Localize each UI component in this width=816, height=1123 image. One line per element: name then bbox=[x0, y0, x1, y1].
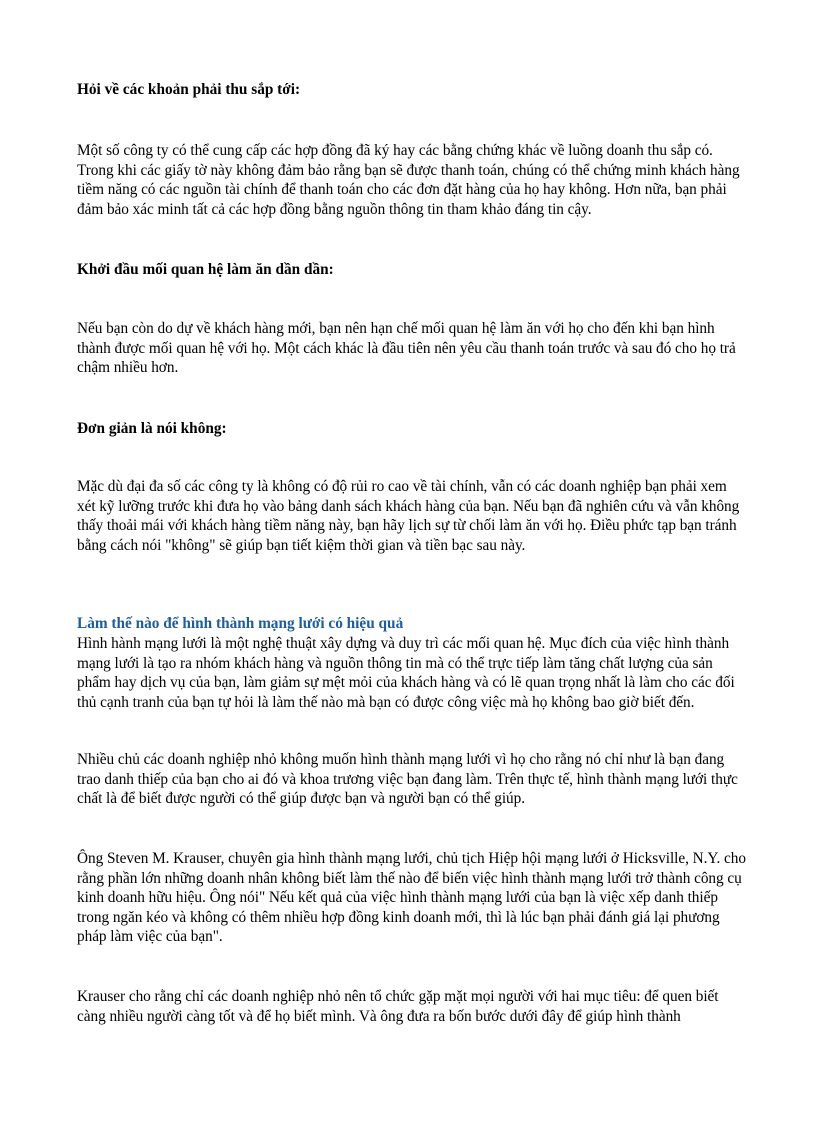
paragraph-networking-2: Nhiều chủ các doanh nghiệp nhỏ không muốn hình thành mạng lưới vì họ cho rằng nó chỉ như là bạn đang trao danh thiếp của bạn cho ai đó và khoa trương việc bạn đang làm. Trên thực tế, hình thành mạng lưới thực chất là để biết được người có thể giúp được bạn và người bạn có thể giúp. bbox=[77, 751, 738, 807]
paragraph-receivables: Một số công ty có thể cung cấp các hợp đồng đã ký hay các bằng chứng khác về luồng doanh thu sắp có. Trong khi các giấy tờ này không đảm bảo rằng bạn sẽ được thanh toán, chúng có thể chứng minh khách hàng tiềm năng có các nguồn tài chính để thanh toán cho các đơn đặt hàng của họ hay không. Hơn nữa, bạn phải đảm bảo xác minh tất cả các hợp đồng bằng nguồn thông tin tham khảo đáng tin cậy. bbox=[77, 142, 740, 218]
paragraph-networking-3: Ông Steven M. Krauser, chuyên gia hình thành mạng lưới, chủ tịch Hiệp hội mạng lưới ở Hicksville, N.Y. cho rằng phần lớn những doanh nhân không biết làm thế nào để biến việc hình thành mạng lưới trở thành công cụ kinh doanh hữu hiệu. Ông nói" Nếu kết quả của việc hình thành mạng lưới của bạn là việc xếp danh thiếp trong ngăn kéo và không có thêm nhiều hợp đồng kinh doanh mới, thì là lúc bạn phải đánh giá lại phương pháp làm việc của bạn". bbox=[77, 850, 746, 945]
paragraph-networking-1: Hình hành mạng lưới là một nghệ thuật xây dựng và duy trì các mối quan hệ. Mục đích của việc hình thành mạng lưới là tạo ra nhóm khách hàng và nguồn thông tin mà có thể trực tiếp làm tăng chất lượng của sản phẩm hay dịch vụ của bạn, làm giảm sự mệt mỏi của khách hàng và có lẽ quan trọng nhất là làm cho các đối thủ cạnh tranh của bạn tự hỏi là làm thế nào mà bạn có được công việc mà họ không bao giờ biết đến. bbox=[77, 635, 735, 711]
heading-say-no: Đơn giản là nói không: bbox=[77, 420, 227, 437]
heading-receivables: Hỏi về các khoản phải thu sắp tới: bbox=[77, 81, 301, 98]
paragraph-gradual-relationship: Nếu bạn còn do dự về khách hàng mới, bạn nên hạn chế mối quan hệ làm ăn với họ cho đến khi bạn hình thành được mối quan hệ với họ. Một cách khác là đầu tiên nên yêu cầu thanh toán trước và sau đó cho họ trả chậm nhiều hơn. bbox=[77, 320, 736, 376]
paragraph-networking-4: Krauser cho rằng chỉ các doanh nghiệp nhỏ nên tổ chức gặp mặt mọi người với hai mục tiêu: để quen biết càng nhiều người càng tốt và để họ biết mình. Và ông đưa ra bốn bước dưới đây để giúp hình thành bbox=[77, 988, 719, 1025]
heading-networking: Làm thế nào để hình thành mạng lưới có hiệu quả bbox=[77, 615, 404, 632]
heading-gradual-relationship: Khởi đầu mối quan hệ làm ăn dần dần: bbox=[77, 261, 334, 278]
paragraph-say-no: Mặc dù đại đa số các công ty là không có độ rủi ro cao về tài chính, vẫn có các doanh nghiệp bạn phải xem xét kỹ lưỡng trước khi đưa họ vào bảng danh sách khách hàng của bạn. Nếu bạn đã nghiên cứu và vẫn không thấy thoải mái với khách hàng tiềm năng này, bạn hãy lịch sự từ chối làm ăn với họ. Điều phức tạp bạn tránh bằng cách nói "không" sẽ giúp bạn tiết kiệm thời gian và tiền bạc sau này. bbox=[77, 478, 740, 554]
